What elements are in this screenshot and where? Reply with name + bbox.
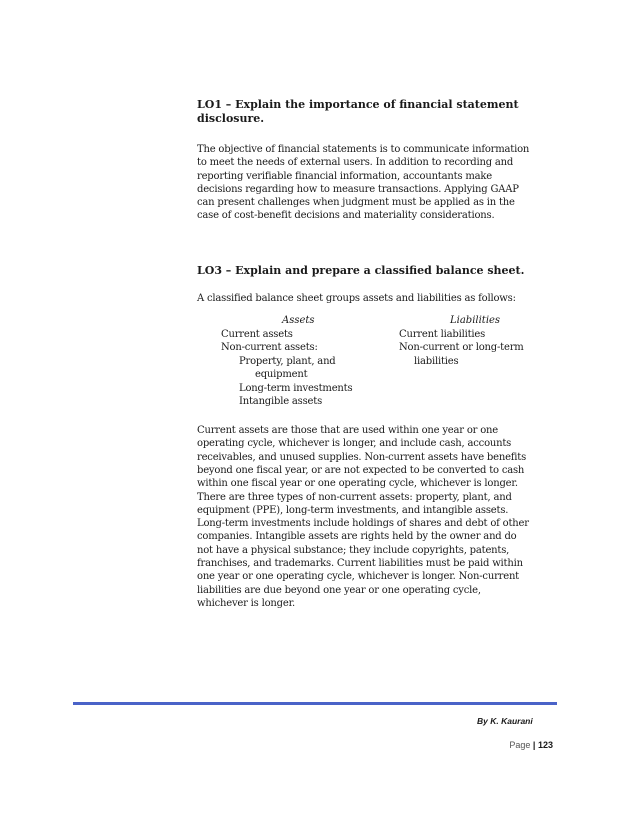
paragraph-line: beyond one fiscal year, or are not expected to be converted to cash [197, 464, 525, 476]
paragraph-line: to meet the needs of external users. In addition to recording and [197, 157, 514, 169]
assets-header: Assets [282, 315, 315, 327]
paragraph-line: within one fiscal year or one operating cycle, whichever is longer. [197, 478, 518, 490]
page-separator: | [532, 740, 536, 750]
liability-item: Non-current or long-term [399, 342, 524, 354]
paragraph-line: franchises, and trademarks. Current liabilities must be paid within [197, 558, 523, 570]
paragraph-line: case of cost-benefit decisions and materiality considerations. [197, 210, 495, 222]
paragraph-line: decisions regarding how to measure transactions. Applying GAAP [197, 183, 519, 195]
paragraph-line: whichever is longer. [197, 597, 296, 609]
asset-item: Property, plant, and [239, 355, 336, 367]
page-content [197, 98, 559, 610]
liability-item: Current liabilities [399, 328, 486, 340]
paragraph-line: can present challenges when judgment must be applied as in the [197, 197, 515, 209]
current-vs-noncurrent-paragraph [197, 424, 559, 610]
asset-item: Long-term investments [239, 382, 353, 394]
balance-sheet-outline [197, 314, 559, 424]
paragraph-line: not have a physical substance; they include copyrights, patents, [197, 544, 510, 556]
lo3-heading: LO3 – Explain and prepare a classified balance sheet. [197, 263, 525, 277]
page-number [509, 740, 553, 750]
asset-item: Non-current assets: [221, 342, 318, 354]
paragraph-line: operating cycle, whichever is longer, and include cash, accounts [197, 438, 512, 450]
paragraph-line: reporting verifiable financial information, accountants make [197, 170, 492, 182]
asset-item: Intangible assets [239, 396, 323, 408]
page-label: Page [509, 740, 531, 750]
author-byline: By K. Kaurani [477, 716, 533, 726]
asset-item: Current assets [221, 328, 293, 340]
footer-rule [73, 702, 557, 705]
lo3-intro: A classified balance sheet groups assets and liabilities as follows: [197, 292, 516, 304]
lo1-paragraph [197, 143, 559, 223]
paragraph-line: There are three types of non-current assets: property, plant, and [197, 491, 512, 503]
paragraph-line: equipment (PPE), long-term investments, and intangible assets. [197, 504, 509, 516]
paragraph-line: Current assets are those that are used within one year or one [197, 425, 498, 437]
lo1-heading: LO1 – Explain the importance of financial statement disclosure. [197, 98, 519, 125]
paragraph-line: The objective of financial statements is to communicate information [197, 144, 530, 155]
asset-item: equipment [255, 369, 308, 381]
paragraph-line: companies. Intangible assets are rights held by the owner and do [197, 531, 517, 543]
liability-item: liabilities [414, 355, 459, 367]
page-number-value: 123 [537, 740, 553, 750]
paragraph-line: Long-term investments include holdings of shares and debt of other [197, 518, 529, 530]
liabilities-header: Liabilities [450, 315, 501, 327]
paragraph-line: liabilities are due beyond one year or one operating cycle, [197, 584, 481, 596]
paragraph-line: one year or one operating cycle, whichever is longer. Non-current [197, 571, 520, 583]
paragraph-line: receivables, and unused supplies. Non-current assets have benefits [197, 451, 527, 463]
